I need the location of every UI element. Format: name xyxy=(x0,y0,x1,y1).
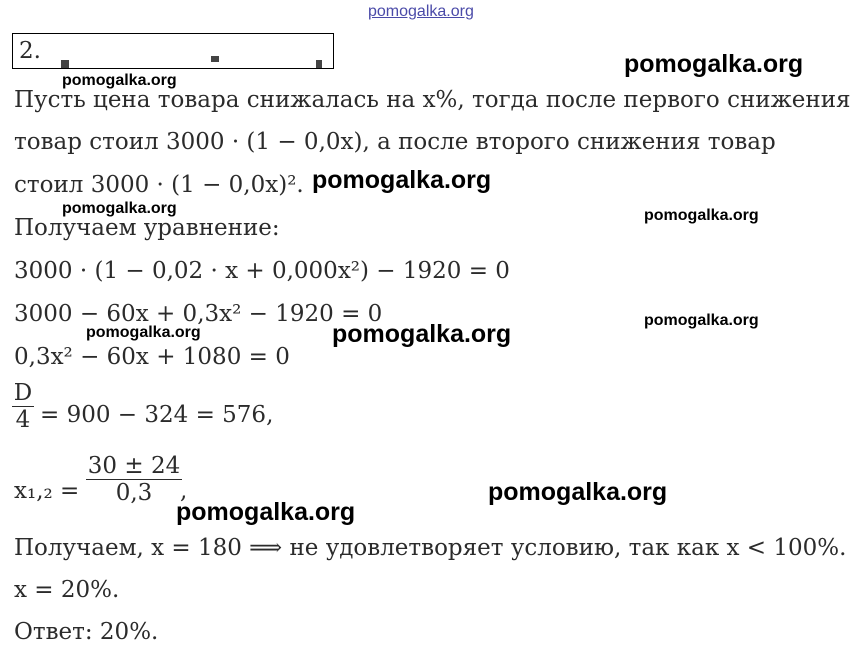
solution-line-1: Пусть цена товара снижалась на x%, тогда после первого снижения xyxy=(14,87,851,113)
fraction-d-over-4 xyxy=(12,380,34,433)
fraction-numerator: 30 ± 24 xyxy=(87,453,181,479)
equation-line-1: 3000 · (1 − 0,02 · x + 0,000x²) − 1920 = 0 xyxy=(14,258,510,284)
watermark: pomogalka.org xyxy=(624,50,804,78)
watermark: pomogalka.org xyxy=(332,320,512,348)
equation-line-3: 0,3x² − 60x + 1080 = 0 xyxy=(14,344,290,370)
task-header-box xyxy=(12,33,334,69)
header-obscured-text xyxy=(51,56,331,68)
solution-line-2: товар стоил 3000 · (1 − 0,0x), а после второго снижения товар xyxy=(14,129,776,155)
roots-lhs: x₁,₂ = xyxy=(14,478,80,504)
fraction-denominator: 4 xyxy=(12,406,34,433)
discriminant-line: = 900 − 324 = 576, xyxy=(40,402,274,428)
conclusion-line: Получаем, x = 180 ⟹ не удовлетворяет условию, так как x < 100%. xyxy=(14,535,847,561)
solution-line-3: стоил 3000 · (1 − 0,0x)². xyxy=(14,172,304,198)
watermark: pomogalka.org xyxy=(86,324,201,341)
watermark: pomogalka.org xyxy=(176,498,356,526)
watermark: pomogalka.org xyxy=(62,72,177,89)
watermark: pomogalka.org xyxy=(62,200,177,217)
watermark: pomogalka.org xyxy=(644,312,759,329)
watermark: pomogalka.org xyxy=(312,166,492,194)
result-line: x = 20%. xyxy=(14,577,120,603)
watermark: pomogalka.org xyxy=(488,478,668,506)
task-number: 2. xyxy=(19,38,41,64)
roots-tail: , xyxy=(180,478,188,504)
equation-line-2: 3000 − 60x + 0,3x² − 1920 = 0 xyxy=(14,301,383,327)
fraction-denominator: 0,3 xyxy=(86,479,182,506)
watermark: pomogalka.org xyxy=(644,207,759,224)
solution-line-4: Получаем уравнение: xyxy=(14,215,280,241)
fraction-numerator: D xyxy=(13,380,33,406)
watermark-top[interactable]: pomogalka.org xyxy=(368,3,474,20)
answer-line: Ответ: 20%. xyxy=(14,619,159,645)
fraction-roots xyxy=(86,453,182,506)
